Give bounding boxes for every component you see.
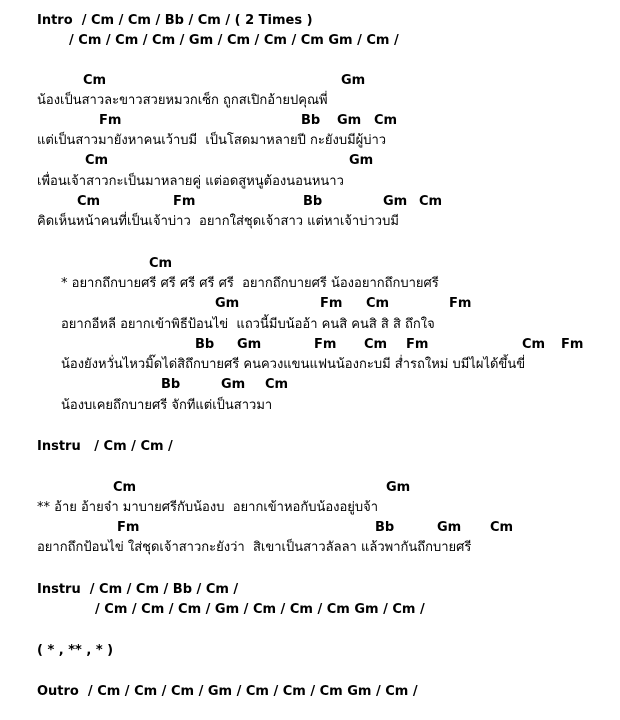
chord: Fm bbox=[99, 113, 122, 128]
chord: Cm bbox=[419, 194, 443, 209]
intro-line: Intro / Cm / Cm / Bb / Cm / ( 2 Times ) bbox=[37, 13, 313, 28]
intro-line: / Cm / Cm / Cm / Gm / Cm / Cm / Cm Gm / Cm / bbox=[69, 33, 399, 48]
instru-line: / Cm / Cm / Cm / Gm / Cm / Cm / Cm Gm / Cm / bbox=[95, 602, 425, 617]
lyric-line: คิดเห็นหน้าคนที่เป็นเจ้าบ่าว อยากใส่ชุดเจ้าสาว แต่หาเจ้าบ่าวบมี bbox=[37, 214, 399, 229]
chord: Gm bbox=[341, 73, 366, 88]
chord: Cm bbox=[490, 520, 514, 535]
chord: Cm bbox=[374, 113, 398, 128]
repeat-instruction: ( * , ** , * ) bbox=[37, 643, 114, 658]
instru-line: Instru / Cm / Cm / bbox=[37, 439, 173, 454]
chord: Cm bbox=[522, 337, 546, 352]
chord: Gm bbox=[221, 377, 246, 392]
chord: Cm bbox=[77, 194, 101, 209]
chord: Fm bbox=[406, 337, 429, 352]
outro-line: Outro / Cm / Cm / Cm / Gm / Cm / Cm / Cm Gm / Cm / bbox=[37, 684, 418, 699]
chord: Bb bbox=[303, 194, 323, 209]
lyric-line: น้องยังหวั่นไหวมิ๊ดได่สิถึกบายศรี คนควงแขนแฟนน้องกะบมี ส่ำรถใหม่ บมีไผได้ขึ้นขี่ bbox=[61, 357, 526, 372]
chord: Cm bbox=[366, 296, 390, 311]
chord: Cm bbox=[364, 337, 388, 352]
lyric-line: ** อ้าย อ้ายจ๋า มาบายศรีกับน้องบ อยากเข้าหอกับน้องอยู่บจ้า bbox=[37, 500, 379, 515]
lyric-line: อยากถึกป้อนไข่ ใส่ชุดเจ้าสาวกะยังว่า สิเขาเป็นสาวลัลลา แล้วพากันถึกบายศรี bbox=[37, 540, 472, 555]
chord: Bb bbox=[195, 337, 215, 352]
chord: Bb bbox=[301, 113, 321, 128]
lyric-line: อยากอีหลี อยากเข้าพิธีป้อนไข่ แถวนี้มีบน้ออ้า คนสิ คนสิ สิ สิ ถึกใจ bbox=[61, 317, 435, 332]
lyric-line: แต่เป็นสาวมายังหาคนเว้าบมี เป็นโสดมาหลายปี กะยังบมีผู้บ่าว bbox=[37, 133, 387, 148]
instru-line: Instru / Cm / Cm / Bb / Cm / bbox=[37, 582, 239, 597]
lyric-line: เพื่อนเจ้าสาวกะเป็นมาหลายคู่ แต่อดสูหนูต้องนอนหนาว bbox=[37, 174, 344, 189]
chord: Fm bbox=[449, 296, 472, 311]
chord: Gm bbox=[386, 480, 411, 495]
chord: Gm bbox=[337, 113, 362, 128]
chord: Fm bbox=[117, 520, 140, 535]
chord: Gm bbox=[237, 337, 262, 352]
lyric-line: * อยากถึกบายศรี ศรี ศรี ศรี ศรี อยากถึกบายศรี น้องอยากถึกบายศรี bbox=[61, 276, 439, 291]
lyric-line: น้องเป็นสาวละขาวสวยหมวกเซ็ก ถูกสเปิกอ้ายปคุณพี่ bbox=[37, 93, 328, 108]
chord: Cm bbox=[83, 73, 107, 88]
chord: Fm bbox=[561, 337, 584, 352]
chord: Cm bbox=[149, 256, 173, 271]
chord: Bb bbox=[375, 520, 395, 535]
chord: Cm bbox=[265, 377, 289, 392]
lyric-line: น้องบเคยถึกบายศรี จักทีแต่เป็นสาวมา bbox=[61, 398, 273, 413]
chord: Gm bbox=[437, 520, 462, 535]
chord: Bb bbox=[161, 377, 181, 392]
chord: Fm bbox=[314, 337, 337, 352]
chord: Cm bbox=[113, 480, 137, 495]
chord: Cm bbox=[85, 153, 109, 168]
chord: Gm bbox=[349, 153, 374, 168]
chord: Gm bbox=[383, 194, 408, 209]
chord: Fm bbox=[173, 194, 196, 209]
chord: Fm bbox=[320, 296, 343, 311]
chord: Gm bbox=[215, 296, 240, 311]
